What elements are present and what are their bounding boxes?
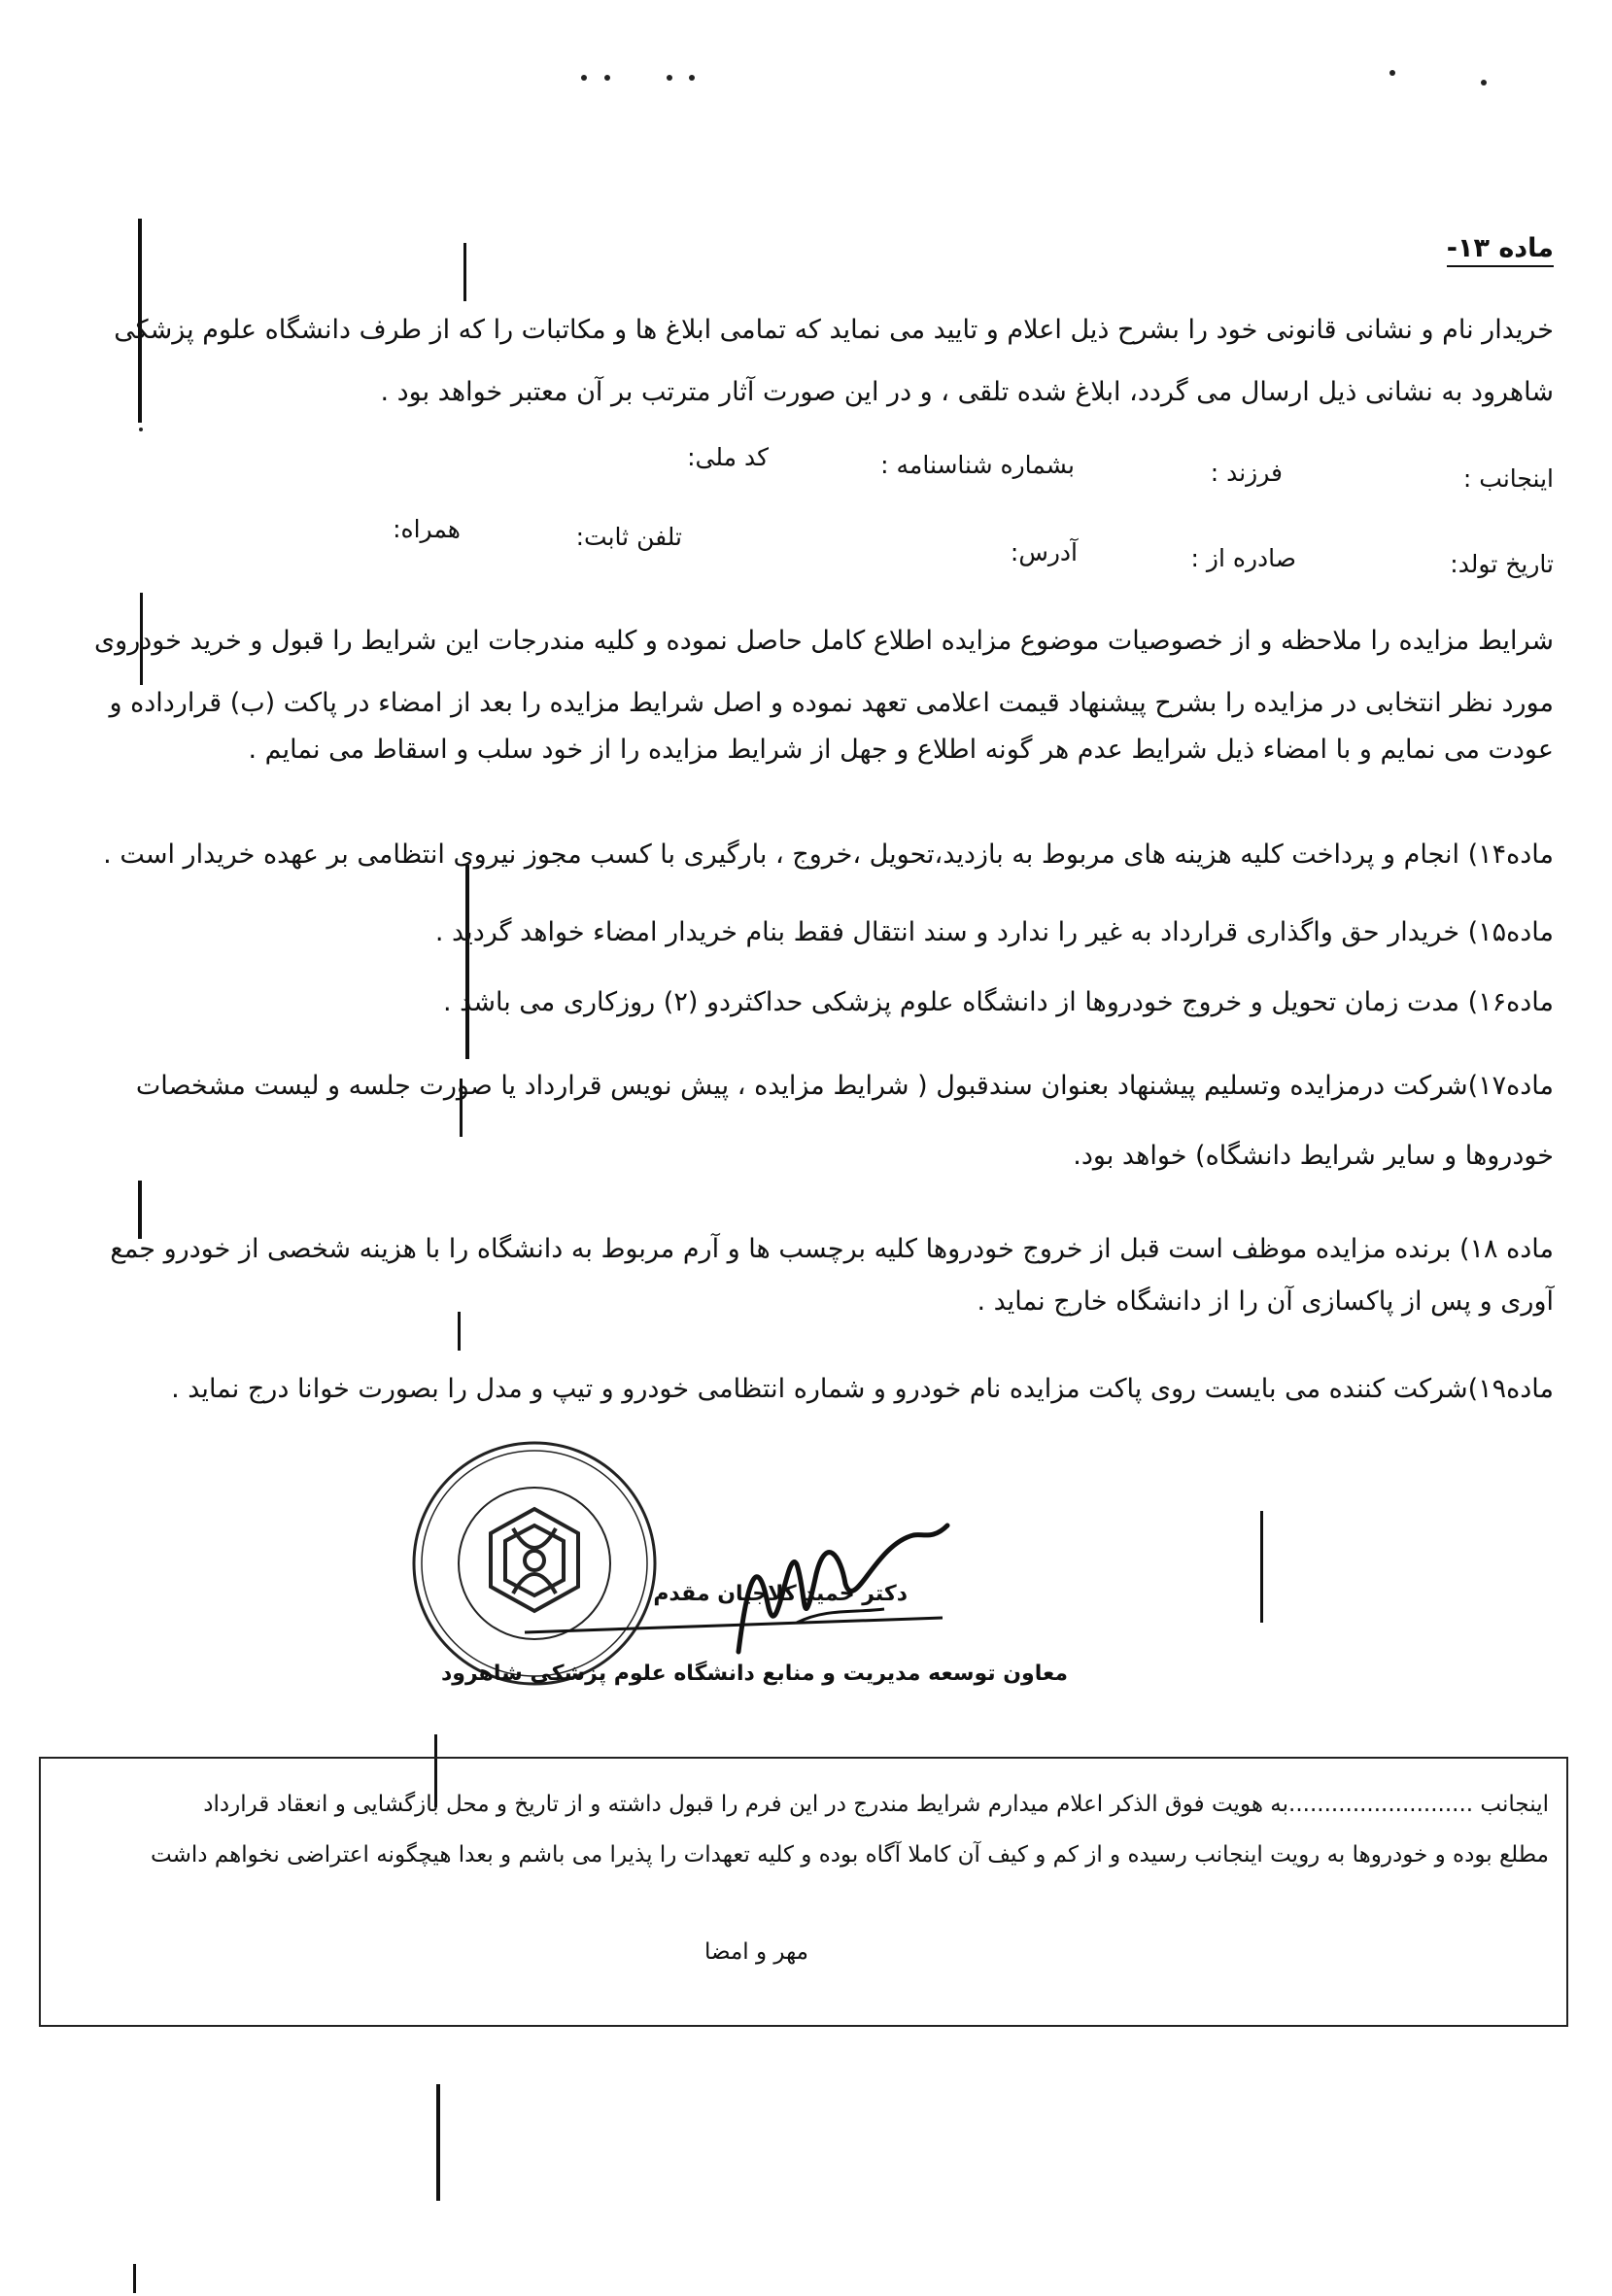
scan-dot [1481, 80, 1487, 86]
scan-mark [133, 2264, 136, 2293]
article-18: ماده ۱۸) برنده مزایده موظف است قبل از خروج خودروها کلیه برچسب ها و آرم مربوط به دانشگاه را با هزینه شخصی از خودرو جمع [110, 1234, 1554, 1264]
svg-text:دانشگاه علوم پزشکی و خدمات بهد [408, 1436, 418, 1441]
signatory-title: معاون توسعه مدیریت و منابع دانشگاه علوم پزشکی شاهرود [440, 1662, 1068, 1686]
scan-mark [436, 2084, 440, 2201]
article-17-cont: خودروها و سایر شرایط دانشگاه) خواهد بود. [1073, 1141, 1554, 1171]
acceptance-box [39, 1757, 1568, 2027]
conditions-line: شرایط مزایده را ملاحظه و از خصوصیات موضوع مزایده اطلاع کامل حاصل نموده و کلیه مندرجات این شرایط را قبول و خرید خودروی [94, 626, 1554, 656]
acceptance-line-2: مطلع بوده و خودروها به رویت اینجانب رسیده و از کم و کیف آن کاملا آگاه بوده و کلیه تعهدات را پذیرا می باشم و بعدا هیچگونه اعتراضی نخواهم داشت [151, 1842, 1549, 1868]
field-birth-date-label: تاریخ تولد: [1450, 550, 1554, 578]
acceptance-name-blank: اینجانب .......................... [1288, 1792, 1549, 1817]
scan-mark [1260, 1511, 1263, 1623]
conditions-line: عودت می نمایم و با امضاء ذیل شرایط عدم هر گونه اطلاع و جهل از شرایط مزایده را از خود سلب و اسقاط می نمایم . [248, 735, 1554, 765]
acceptance-line-1 [203, 1788, 1549, 1821]
article-18-cont: آوری و پس از پاکسازی آن را از دانشگاه خارج نماید . [977, 1286, 1554, 1317]
article-13-heading: ماده ۱۳- [1447, 233, 1554, 267]
scan-dot [667, 75, 672, 81]
signatory-name: دکتر حمید کلاجیان مقدم [653, 1582, 908, 1606]
field-issued-from-label: صادره از : [1190, 544, 1296, 572]
field-child-of-label: فرزند : [1210, 459, 1283, 487]
scan-mark [458, 1312, 461, 1351]
article-13-line: خریدار نام و نشانی قانونی خود را بشرح ذیل اعلام و تایید می نماید که تمامی ابلاغ ها و مکاتبات را که از طرف دانشگاه علوم پزشکی [114, 315, 1554, 345]
scan-mark [463, 243, 466, 301]
conditions-line: مورد نظر انتخابی در مزایده را بشرح پیشنهاد قیمت اعلامی تعهد نموده و اصل شرایط مزایده را بعد از امضاء در پاکت (ب) قرارداده و [109, 688, 1554, 718]
scan-dot [581, 75, 587, 81]
scan-dot [604, 75, 610, 81]
article-19: ماده۱۹)شرکت کننده می بایست روی پاکت مزایده نام خودرو و شماره انتظامی خودرو و تیپ و مدل را بصورت خوانا درج نماید . [171, 1374, 1554, 1404]
acceptance-line-1-text: به هویت فوق الذکر اعلام میدارم شرایط مندرج در این فرم را قبول داشته و از تاریخ و محل بازگشایی و انعقاد قرارداد [203, 1792, 1289, 1817]
acceptance-signature-label: مهر و امضا [703, 1939, 808, 1965]
field-name-label: اینجانب : [1462, 464, 1554, 493]
article-17: ماده۱۷)شرکت درمزایده وتسلیم پیشنهاد بعنوان سندقبول ( شرایط مزایده ، پیش نویس قرارداد یا صورت جلسه و لیست مشخصات [135, 1071, 1554, 1101]
scan-dot [139, 428, 143, 431]
scan-dot [689, 75, 695, 81]
scan-dot [1389, 70, 1395, 76]
article-16: ماده۱۶) مدت زمان تحویل و خروج خودروها از دانشگاه علوم پزشکی حداکثردو (۲) روزکاری می باشد . [443, 987, 1554, 1017]
field-landline-label: تلفن ثابت: [575, 523, 682, 551]
article-15: ماده۱۵) خریدار حق واگذاری قرارداد به غیر را ندارد و سند انتقال فقط بنام خریدار امضاء خواهد گردید . [434, 917, 1554, 947]
field-mobile-label: همراه: [393, 515, 461, 543]
article-14: ماده۱۴) انجام و پرداخت کلیه هزینه های مربوط به بازدید،تحویل ،خروج ، بارگیری با کسب مجوز نیروی انتظامی بر عهده خریدار است . [103, 840, 1554, 870]
field-address-label: آدرس: [1010, 538, 1078, 566]
scan-mark [465, 865, 469, 1059]
field-national-code-label: کد ملی: [687, 443, 769, 471]
field-id-number-label: بشماره شناسنامه : [880, 451, 1075, 479]
article-13-line: شاهرود به نشانی ذیل ارسال می گردد، ابلاغ شده تلقی ، و در این صورت آثار مترتب بر آن معتبر خواهد بود . [380, 377, 1554, 407]
